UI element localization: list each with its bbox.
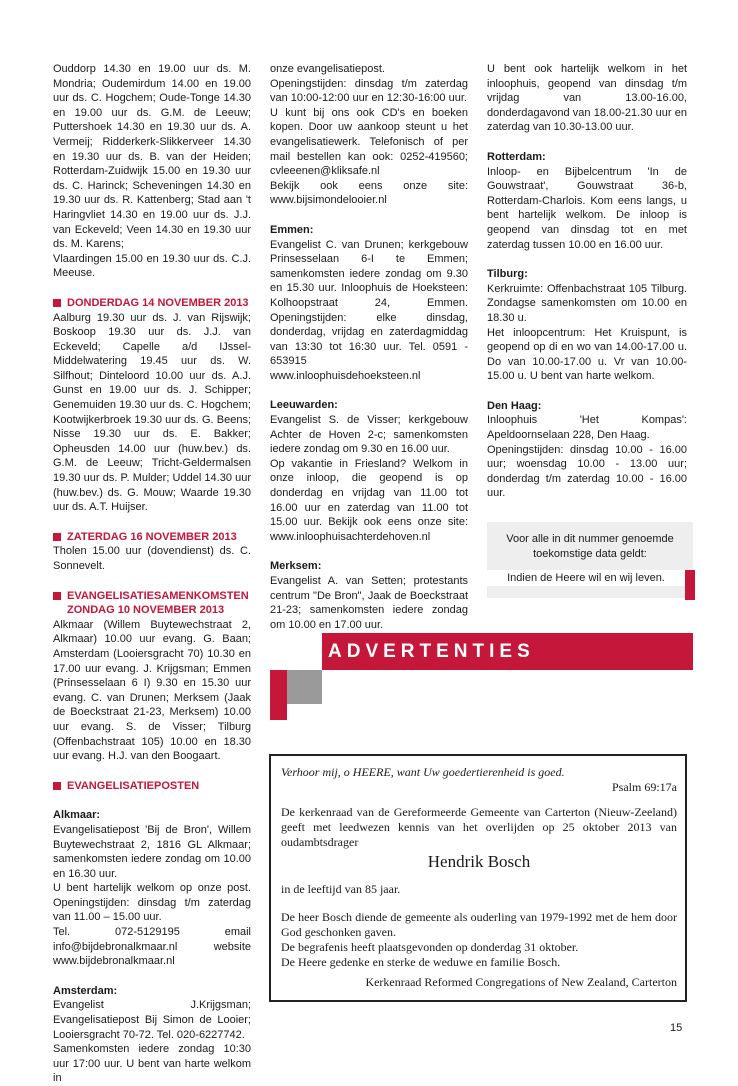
ad-verse-reference: Psalm 69:17a [612, 780, 677, 794]
leeuwarden-text: Evangelist S. de Visser; kerkgebouw Achter de Hoven 2-c; samenkomsten iedere zondag om 9.30 en 16.00 uur. Op vakantie in Friesland? Welkom in onze inloop, die geopend is op donderdag en vrijdag van 11.00 tot 16.00 uur en zaterdag van 11.00 tot 15.00 uur. Bekijk ook eens onze site: www.inloophuisachterdehoven.nl [270, 414, 468, 543]
merksem-heading: Merksem: [270, 560, 322, 573]
ad-body: De heer Bosch diende de gemeente als ouderling van 1979-1992 met de hem door God geschonken gaven. De begrafenis heeft plaatsgevonden op donderdag 31 oktober. De Heere gedenke en sterke de weduwe en familie Bosch. [281, 910, 677, 969]
ad-deceased-name: Hendrik Bosch [427, 852, 531, 871]
section-heading-donderdag: DONDERDAG 14 NOVEMBER 2013 [53, 296, 251, 311]
leeuwarden-heading: Leeuwarden: [270, 399, 338, 412]
bullet-square-icon [53, 782, 61, 790]
donderdag-services: Aalburg 19.30 uur ds. J. van Rijswijk; Boskoop 19.30 uur ds. J.J. van Eckeveld; Capelle a/d IJssel-Middelwatering 19.45 uur ds. W. Silfhout; Dinteloord 10.00 uur ds. A.J. Gunst en 19.00 uur ds. J. Schipper; Genemuiden 19.30 uur ds. C. Hogchem; Kootwijkerbroek 19.30 uur ds. G. Beens; Nisse 19.30 uur ds. E. Bakker; Opheusden 14.00 uur (huw.bev.) ds. G.M. de Leeuw; Tricht-Geldermalsen 19.30 uur ds. P. Mulder; Uddel 14.30 uur (huw.bev.) ds. G. Mouw; Waarde 19.30 uur ds. A.T. Huijser. [53, 311, 251, 514]
bullet-square-icon [53, 299, 61, 307]
advertenties-title: ADVERTENTIES [328, 641, 535, 662]
notice-condition: Indien de Heere wil en wij leven. [487, 570, 685, 586]
rotterdam-heading: Rotterdam: [487, 150, 546, 163]
ad-age: in de leeftijd van 85 jaar. [281, 882, 401, 896]
services-vlaardingen: Vlaardingen 15.00 en 19.30 uur ds. C.J. Meeuse. [53, 252, 251, 280]
bullet-square-icon [53, 533, 61, 541]
column-2 [270, 62, 468, 632]
amsterdam-continued: onze evangelisatiepost. Openingstijden: dinsdag t/m zaterdag van 10:00-12:00 uur en 12:30-16:00 uur. U kunt bij ons ook CD's en boeken kopen. Door uw aankoop steunt u het evangelisatiewerk. Telefonisch of per mail bestellen kan ook: 0252-419560; cvleeenen@kliksafe.nl Bekijk ook eens onze site: www.bijsimondelooier.nl [270, 63, 468, 207]
services-list: Ouddorp 14.30 en 19.00 uur ds. M. Mondria; Oudemirdum 14.00 en 19.00 uur ds. C. Hogchem; Oude-Tonge 14.30 en 19.00 uur ds. G.M. de Leeuw; Puttershoek 14.30 en 19.30 uur ds. A. Vermeij; Ridderkerk-Slikkerveer 14.30 en 19.30 uur ds. B. van der Heiden; Rotterdam-Zuidwijk 15.00 en 19.30 uur ds. C. Harinck; Scheveningen 14.30 en 19.30 uur ds. R. Kattenberg; Stad aan 't Haringvliet 14.30 en 19.00 uur ds. J.J. van Eckeveld; Veen 14.30 en 19.30 uur ds. M. Karens; [53, 63, 251, 251]
banner-accent-red [270, 670, 287, 720]
section-heading-evangelisatieposten: EVANGELISATIEPOSTEN [53, 779, 251, 794]
banner-accent-grey [287, 670, 322, 704]
notice-text: Voor alle in dit nummer genoemde toekomstige data geldt: [506, 533, 674, 560]
column-1 [53, 62, 251, 1086]
column-3 [487, 62, 687, 501]
zaterdag-services: Tholen 15.00 uur (dovendienst) ds. C. Sonnevelt. [53, 545, 251, 572]
bullet-square-icon [53, 592, 61, 600]
denhaag-heading: Den Haag: [487, 399, 542, 412]
ad-verse: Verhoor mij, o HEERE, want Uw goedertierenheid is goed. [281, 765, 565, 779]
emmen-heading: Emmen: [270, 223, 314, 236]
alkmaar-heading: Alkmaar: [53, 809, 101, 822]
ad-intro: De kerkenraad van de Gereformeerde Gemeente van Carterton (Nieuw-Zeeland) geeft met leedwezen kennis van het overlijden op 25 oktober 2013 van oudambtsdrager [281, 805, 677, 849]
tilburg-text: Kerkruimte: Offenbachstraat 105 Tilburg. Zondagse samenkomsten om 10.00 en 18.30 u. Het inloopcentrum: Het Kruispunt, is geopend op di en wo van 14.00-17.00 u. Do van 10.00-17.00 u. Vr van 10.00-15.00 u. U bent van harte welkom. [487, 282, 687, 383]
page-number: 15 [670, 1022, 683, 1034]
section-heading-zaterdag: ZATERDAG 16 NOVEMBER 2013 [53, 530, 251, 545]
merksem-text: Evangelist A. van Setten; protestants centrum "De Bron", Jaak de Boeckstraat 21-23; samenkomsten iedere zondag om 10.00 en 17.00 uur. [270, 575, 468, 631]
obituary-advertisement [269, 754, 687, 1002]
tilburg-heading: Tilburg: [487, 268, 528, 281]
evangelisatie-samenkomsten-text: Alkmaar (Willem Buytewechstraat 2, Alkmaar) 10.00 uur evang. G. Baan; Amsterdam (Looiersgracht 70) 10.30 en 17.00 uur evang. J. Krijgsman; Emmen (Prinsesselaan 6 I) 9.30 en 15.30 uur evang. C. van Drunen; Merksem (Jaak de Boeckstraat 21-23, Merksem) 10.00 uur evang. S. de Visser; Tilburg (Offenbachstraat 105) 10.00 en 18.30 uur evang. H.J. van den Boogaart. [53, 618, 251, 763]
advertenties-banner [322, 633, 693, 670]
amsterdam-heading: Amsterdam: [53, 984, 118, 997]
ad-signature: Kerkenraad Reformed Congregations of New Zealand, Carterton [365, 975, 677, 989]
denhaag-text: Inloophuis 'Het Kompas': Apeldoornselaan 228, Den Haag. Openingstijden: dinsdag 10.00 - 16.00 uur; woensdag 10.00 - 13.00 uur; donderdag t/m zaterdag 10.00 - 16.00 uur. [487, 414, 687, 500]
notice-accent [685, 570, 695, 600]
merksem-inloop-text: U bent ook hartelijk welkom in het inloophuis, geopend van dinsdag t/m vrijdag van 13.00-16.00, donderdagavond van 18.00-21.30 uur en zaterdag van 10.30-13.00 uur. [487, 63, 687, 134]
notice-box [487, 522, 693, 598]
emmen-text: Evangelist C. van Drunen; kerkgebouw Prinsesselaan 6-I te Emmen; samenkomsten iedere zondag om 9.30 en 15.30 uur. Inloophuis de Hoeksteen: Kolhoopstraat 24, Emmen. Openingstijden: elke dinsdag, donderdag, vrijdag en zaterdagmiddag van 13:30 tot 16:30 uur. Tel. 0591 - 653915 www.inloophuisdehoeksteen.nl [270, 238, 468, 382]
rotterdam-text: Inloop- en Bijbelcentrum 'In de Gouwstraat', Gouwstraat 36-b, Rotterdam-Charlois. Kom eens langs, u bent hartelijk welkom. De inloop is geopend van dinsdag tot en met zaterdag tussen 10.00 en 16.00 uur. [487, 165, 687, 251]
amsterdam-text: Evangelist J.Krijgsman; Evangelisatiepost Bij Simon de Looier; Looiersgracht 70-72. Tel. 020-6227742. Samenkomsten iedere zondag 10:30 uur 17:00 uur. U bent van harte welkom in [53, 999, 251, 1085]
section-heading-evangelisatiesamenkomsten: EVANGELISATIESAMENKOMSTEN ZONDAG 10 NOVEMBER 2013 [53, 589, 251, 618]
alkmaar-text: Evangelisatiepost 'Bij de Bron', Willem Buytewechstraat 2, 1816 GL Alkmaar; samenkomsten iedere zondag om 10.00 en 16.30 uur. U bent hartelijk welkom op onze post. Openingstijden: dinsdag t/m zaterdag van 11.00 – 15.00 uur. Tel. 072-5129195 email info@bijdebronalkmaar.nl website www.bijdebronalkmaar.nl [53, 823, 251, 968]
